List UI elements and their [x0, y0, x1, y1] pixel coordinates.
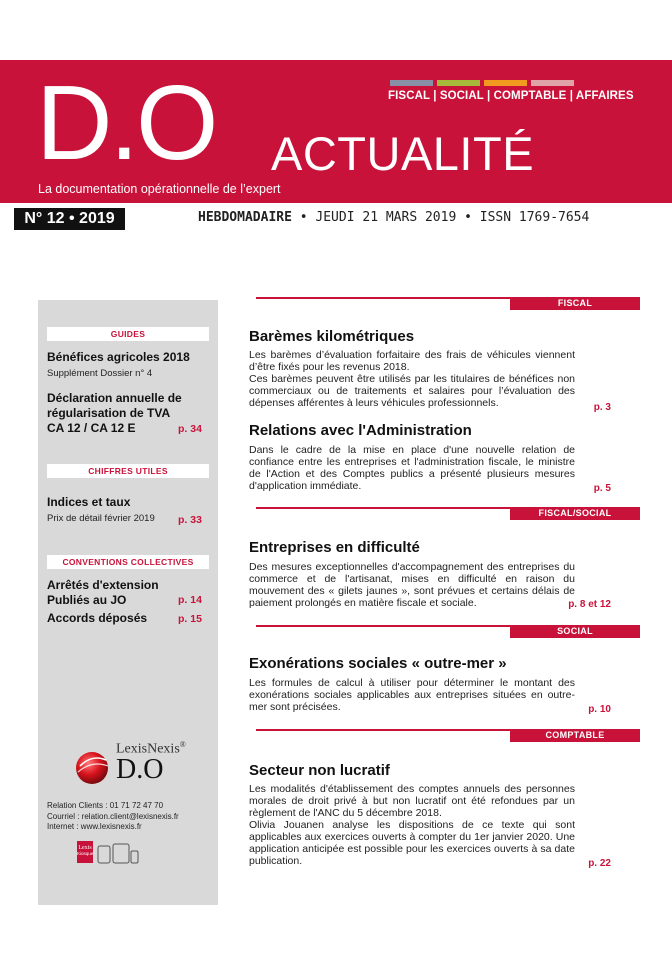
- article-page[interactable]: p. 3: [593, 402, 611, 413]
- article-title[interactable]: Entreprises en difficulté: [249, 539, 420, 556]
- domains-list: FISCAL | SOCIAL | COMPTABLE | AFFAIRES: [388, 90, 634, 102]
- article-page[interactable]: p. 22: [588, 858, 611, 869]
- issue-info: [198, 210, 589, 225]
- article-paragraph: Les modalités d'établissement des comptes annuels des personnes morales de droit privé à but non lucratif ont été refondues par un règlement de l'ANC du 5 décembre 2018.: [249, 783, 575, 819]
- guides-item-tva-l1[interactable]: Déclaration annuelle de: [47, 391, 182, 405]
- domain-color-social: [437, 80, 480, 86]
- section-tab-comptable: COMPTABLE: [510, 729, 640, 742]
- section-tab-fiscal: FISCAL: [510, 297, 640, 310]
- lexisnexis-logo-icon: [72, 744, 112, 790]
- publisher-name-text: LexisNexis: [116, 741, 180, 757]
- section-tab-social: SOCIAL: [510, 625, 640, 638]
- devices-icon: [97, 843, 139, 865]
- article-title[interactable]: Relations avec l'Administration: [249, 422, 472, 439]
- article-paragraph: Dans le cadre de la mise en place d'une nouvelle relation de confiance entre les entreprises et l'administration fiscale, le ministre de l'Action et des Comptes publics a présenté plusieurs mesures d'application immédiate.: [249, 444, 575, 492]
- article-paragraph: Les barèmes d’évaluation forfaitaire des frais de véhicules viennent d’être fixés pour les revenus 2018.: [249, 349, 575, 373]
- conventions-item-accords[interactable]: Accords déposés: [47, 611, 148, 625]
- issue-frequency: HEBDOMADAIRE: [198, 210, 292, 225]
- conventions-item-arretes-l1[interactable]: Arrêtés d'extension: [47, 578, 159, 592]
- article-page[interactable]: p. 8 et 12: [568, 599, 611, 610]
- domain-color-bars: [390, 80, 574, 86]
- domain-color-affaires: [531, 80, 574, 86]
- kiosque-label: Lexis: [78, 845, 92, 851]
- logo-actualite: ACTUALITÉ: [271, 127, 535, 180]
- kiosque-sublabel: Kiosque: [77, 851, 94, 856]
- article-page[interactable]: p. 5: [593, 483, 611, 494]
- domain-color-comptable: [484, 80, 527, 86]
- article-page[interactable]: p. 10: [588, 704, 611, 715]
- guides-item-tva-page[interactable]: p. 34: [178, 423, 202, 435]
- conventions-item-arretes-l2[interactable]: Publiés au JO: [47, 593, 127, 607]
- issue-date: • JEUDI 21 MARS 2019 •: [299, 210, 472, 225]
- contact-website[interactable]: Internet : www.lexisnexis.fr: [47, 822, 142, 831]
- chiffres-heading: CHIFFRES UTILES: [47, 464, 209, 478]
- conventions-item-accords-page[interactable]: p. 15: [178, 613, 202, 625]
- article-paragraph: Olivia Jouanen analyse les dispositions de ce texte qui sont applicables aux exercices ouverts à compter du 1er janvier 2020. Une application anticipée est possible pour les exercices ouverts à sa date publication.: [249, 819, 575, 867]
- article-title[interactable]: Barèmes kilométriques: [249, 328, 415, 345]
- contact-info: [47, 801, 179, 833]
- tagline: La documentation opérationnelle de l’expert: [38, 182, 281, 196]
- guides-item-benefices-sub: Supplément Dossier n° 4: [47, 368, 153, 379]
- section-tab-fiscal-social: FISCAL/SOCIAL: [510, 507, 640, 520]
- conventions-item-arretes-page[interactable]: p. 14: [178, 594, 202, 606]
- article-body: [249, 444, 575, 492]
- issue-number: N° 12 • 2019: [14, 208, 125, 230]
- article-body: [249, 677, 575, 713]
- article-title[interactable]: Exonérations sociales « outre-mer »: [249, 655, 507, 672]
- chiffres-item-page[interactable]: p. 33: [178, 514, 202, 526]
- publisher-brand: D.O: [116, 754, 164, 785]
- publisher-reg: ®: [179, 740, 186, 749]
- guides-heading: GUIDES: [47, 327, 209, 341]
- guides-item-benefices[interactable]: Bénéfices agricoles 2018: [47, 350, 190, 364]
- domain-color-fiscal: [390, 80, 433, 86]
- article-body: [249, 783, 575, 867]
- contact-email[interactable]: Courriel : relation.client@lexisnexis.fr: [47, 811, 179, 821]
- guides-item-tva-l3[interactable]: CA 12 / CA 12 E: [47, 421, 136, 435]
- article-paragraph: Des mesures exceptionnelles d'accompagnement des entreprises du commerce et de l'artisanat, mises en difficulté en raison du mouvement des « gilets jaunes », sont prévues et certains délais de paiement prolongés en matière fiscale et sociale.: [249, 561, 575, 609]
- conventions-heading: CONVENTIONS COLLECTIVES: [47, 555, 209, 569]
- issue-issn: ISSN 1769-7654: [479, 210, 590, 225]
- logo-do: D.O: [36, 64, 216, 182]
- lexis-kiosque-badge[interactable]: [77, 841, 93, 863]
- article-body: [249, 349, 575, 409]
- chiffres-item-sub: Prix de détail février 2019: [47, 513, 155, 524]
- article-title[interactable]: Secteur non lucratif: [249, 762, 390, 779]
- article-body: [249, 561, 575, 609]
- article-paragraph: Les formules de calcul à utiliser pour déterminer le montant des exonérations sociales applicables aux entreprises situées en outre-mer sont précisées.: [249, 677, 575, 713]
- contact-phone: Relation Clients : 01 71 72 47 70: [47, 801, 164, 810]
- article-paragraph: Ces barèmes peuvent être utilisés par les titulaires de bénéfices non commerciaux ou de traitements et salaires pour l’évaluation des dépenses afférentes à leurs véhicules professionnels.: [249, 373, 575, 409]
- guides-item-tva-l2[interactable]: régularisation de TVA: [47, 406, 171, 420]
- chiffres-item-title[interactable]: Indices et taux: [47, 495, 131, 509]
